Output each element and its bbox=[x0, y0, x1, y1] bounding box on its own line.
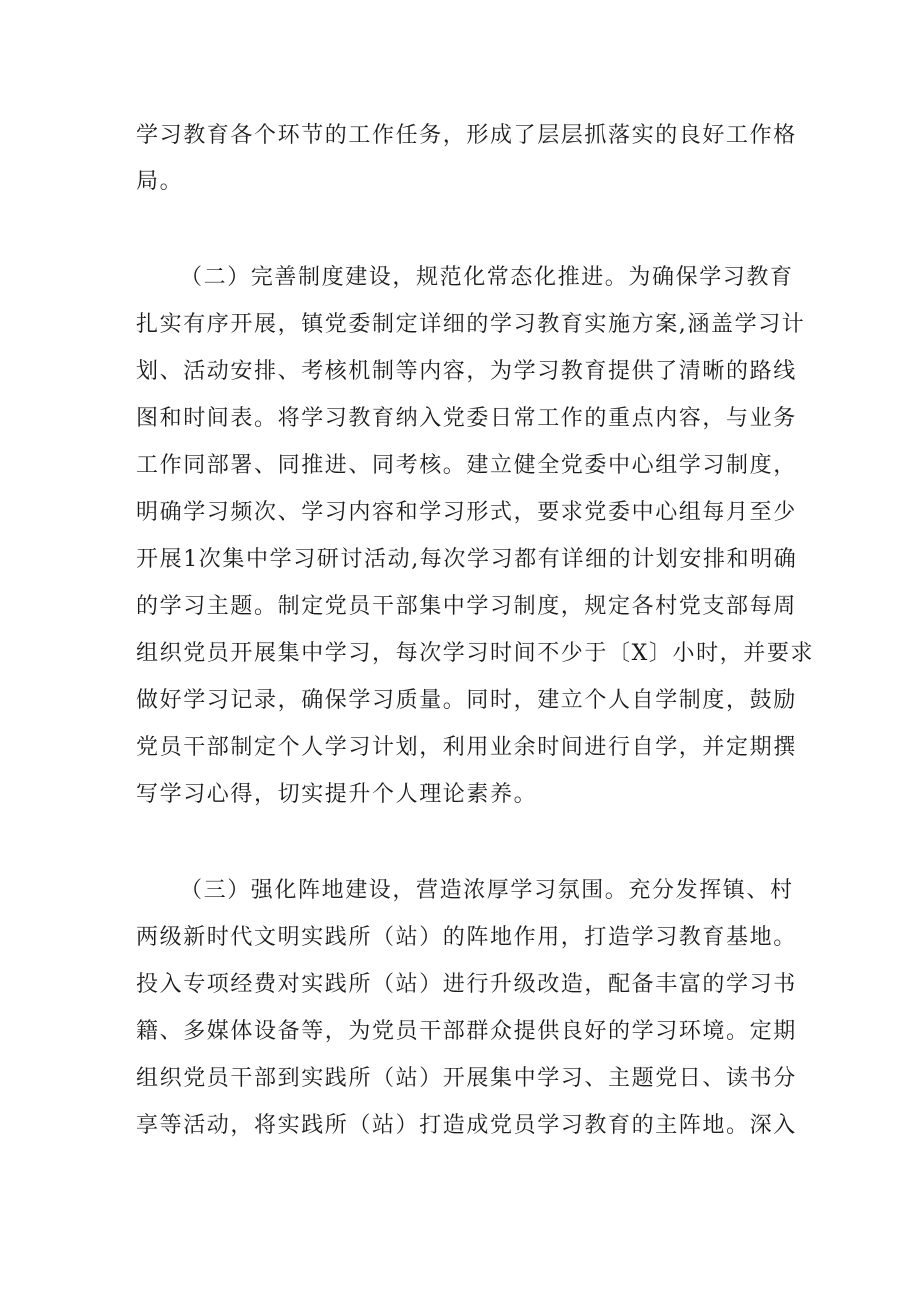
text-line: 明确学习频次、学习内容和学习形式，要求党委中心组每月至少 bbox=[136, 500, 797, 525]
section-heading-line: （二）完善制度建设，规范化常态化推进。为确保学习教育 bbox=[180, 265, 794, 290]
text-line: 两级新时代文明实践所（站）的阵地作用，打造学习教育基地。 bbox=[136, 925, 797, 950]
text-line: 图和时间表。将学习教育纳入党委日常工作的重点内容，与业务 bbox=[136, 406, 797, 431]
text-line: 投入专项经费对实践所（站）进行升级改造，配备丰富的学习书 bbox=[136, 972, 797, 997]
text-line: 的学习主题。制定党员干部集中学习制度，规定各村党支部每周 bbox=[136, 594, 797, 619]
text-line: 工作同部署、同推进、同考核。建立健全党委中心组学习制度， bbox=[136, 453, 797, 478]
text-line: 组织党员开展集中学习，每次学习时间不少于〔X〕小时，并要求 bbox=[136, 641, 815, 666]
text-line: 做好学习记录，确保学习质量。同时，建立个人自学制度，鼓励 bbox=[136, 688, 797, 713]
text-line: 写学习心得，切实提升个人理论素养。 bbox=[136, 782, 538, 807]
section-heading-line: （三）强化阵地建设，营造浓厚学习氛围。充分发挥镇、村 bbox=[180, 878, 794, 903]
text-line: 划、活动安排、考核机制等内容，为学习教育提供了清晰的路线 bbox=[136, 359, 797, 384]
text-line: 党员干部制定个人学习计划，利用业余时间进行自学，并定期撰 bbox=[136, 735, 797, 760]
text-line: 学习教育各个环节的工作任务，形成了层层抓落实的良好工作格 bbox=[136, 123, 797, 148]
text-line: 局。 bbox=[136, 169, 184, 194]
text-line: 组织党员干部到实践所（站）开展集中学习、主题党日、读书分 bbox=[136, 1066, 797, 1091]
text-line: 享等活动，将实践所（站）打造成党员学习教育的主阵地。深入 bbox=[136, 1113, 797, 1138]
text-line: 开展1次集中学习研讨活动,每次学习都有详细的计划安排和明确 bbox=[136, 547, 798, 572]
text-line: 籍、多媒体设备等，为党员干部群众提供良好的学习环境。定期 bbox=[136, 1019, 797, 1044]
text-line: 扎实有序开展，镇党委制定详细的学习教育实施方案,涵盖学习计 bbox=[136, 312, 806, 337]
